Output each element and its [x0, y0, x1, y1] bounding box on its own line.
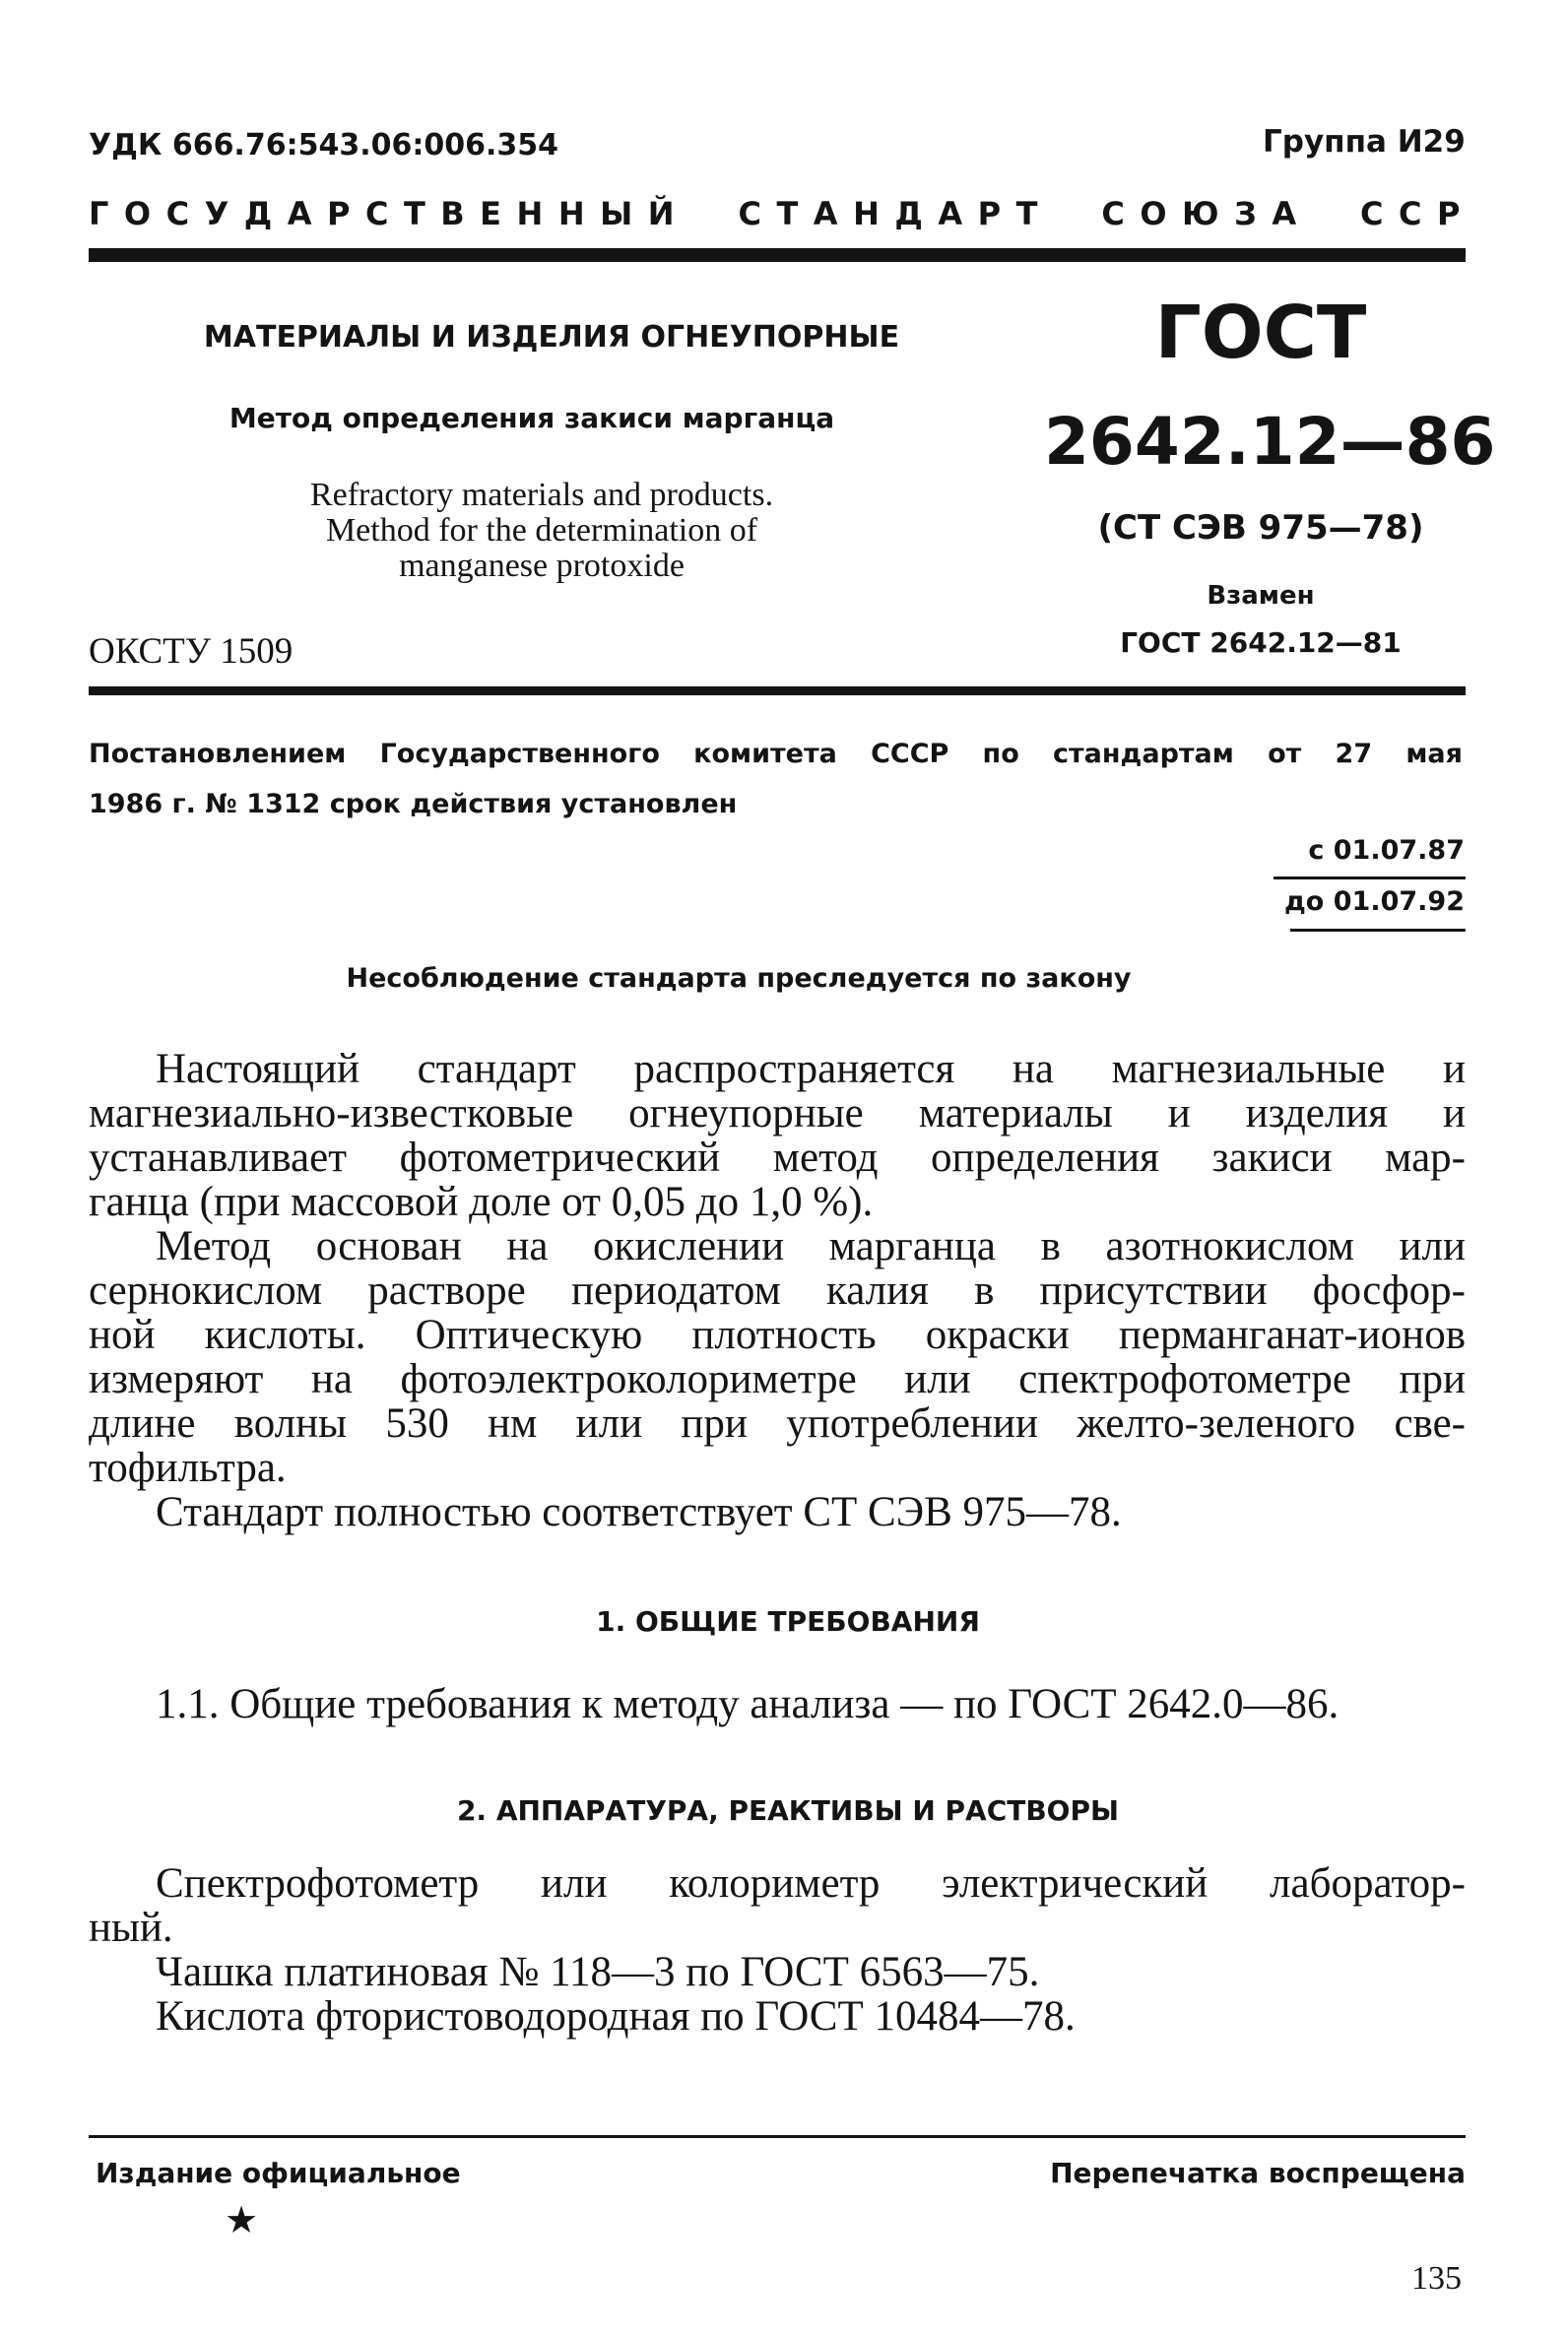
body-line: 1.1. Общие требования к методу анализа — по ГОСТ 2642.0—86. [156, 1681, 1339, 1727]
english-title-line: Refractory materials and products. [309, 477, 774, 513]
replaced-standard: ГОСТ 2642.12—81 [1120, 626, 1402, 659]
decree-line: Постановлением Государственного комитета СССР по стандартам от 27 мая [89, 739, 1463, 769]
banner-word-union: СОЮЗА [1101, 195, 1312, 232]
banner-word-state: ГОСУДАРСТВЕННЫЙ [89, 195, 690, 232]
valid-rule [1290, 929, 1466, 932]
standard-title: МАТЕРИАЛЫ И ИЗДЕЛИЯ ОГНЕУПОРНЫЕ [203, 320, 900, 355]
body-line: Стандарт полностью соответствует СТ СЭВ 975—78. [156, 1489, 1122, 1535]
footer-rule [89, 2135, 1466, 2138]
state-standard-banner [89, 195, 1475, 232]
body-line: устанавливает фотометрический метод определения закиси мар- [89, 1135, 1466, 1181]
body-line: Кислота фтористоводородная по ГОСТ 10484—78. [156, 1993, 1076, 2040]
body-line: магнезиально-известковые огнеупорные материалы и изделия и [89, 1090, 1466, 1136]
valid-rule [1274, 876, 1466, 879]
body-line: Чашка платиновая № 118—3 по ГОСТ 6563—75. [156, 1949, 1040, 1995]
body-line: измеряют на фотоэлектроколориметре или спектрофотометре при [89, 1356, 1466, 1402]
body-line: Спектрофотометр или колориметр электрический лаборатор- [156, 1860, 1466, 1907]
header-rule [89, 248, 1466, 262]
udc-code: УДК 666.76:543.06:006.354 [89, 128, 558, 162]
valid-to: до 01.07.92 [1284, 886, 1465, 917]
official-edition: Издание официальное [96, 2157, 461, 2189]
body-line: длине волны 530 нм или при употреблении желто-зеленого све- [89, 1400, 1466, 1447]
body-line: Настоящий стандарт распространяется на магнезиальные и [156, 1046, 1466, 1092]
page-number: 135 [1411, 2260, 1462, 2297]
body-line: сернокислом растворе периодатом калия в присутствии фосфор- [89, 1267, 1466, 1314]
english-title-line: Method for the determination of [325, 512, 758, 549]
body-line: тофильтра. [89, 1445, 287, 1491]
body-line: ной кислоты. Оптическую плотность окраски перманганат-ионов [89, 1312, 1466, 1358]
section-heading: 1. ОБЩИЕ ТРЕБОВАНИЯ [596, 1605, 980, 1638]
legal-notice: Несоблюдение стандарта преследуется по закону [346, 963, 1132, 994]
star-icon: ★ [225, 2198, 259, 2241]
standard-subtitle: Метод определения закиси марганца [229, 402, 835, 434]
standard-number: 2642.12—86 [1044, 404, 1496, 480]
body-line: Метод основан на окислении марганца в азотнокислом или [156, 1223, 1466, 1269]
title-rule [89, 686, 1466, 695]
banner-word-standard: СТАНДАРТ [738, 195, 1053, 232]
gost-label: ГОСТ [1154, 291, 1367, 375]
english-title-line: manganese protoxide [399, 548, 685, 584]
cmea-designation: (СТ СЭВ 975—78) [1097, 508, 1424, 548]
valid-from: с 01.07.87 [1308, 835, 1465, 866]
body-line: ганца (при массовой доле от 0,05 до 1,0 %). [89, 1179, 874, 1225]
banner-word-ussr: ССР [1360, 195, 1475, 232]
section-heading: 2. АППАРАТУРА, РЕАКТИВЫ И РАСТВОРЫ [456, 1794, 1120, 1827]
decree-line: 1986 г. № 1312 срок действия установлен [89, 789, 738, 819]
okstu-code: ОКСТУ 1509 [89, 631, 294, 672]
group-code: Группа И29 [1263, 124, 1466, 160]
replaces-label: Взамен [1207, 581, 1315, 611]
reprint-prohibited: Перепечатка воспрещена [1050, 2157, 1466, 2189]
english-title [246, 478, 837, 584]
body-line: ный. [89, 1905, 173, 1951]
